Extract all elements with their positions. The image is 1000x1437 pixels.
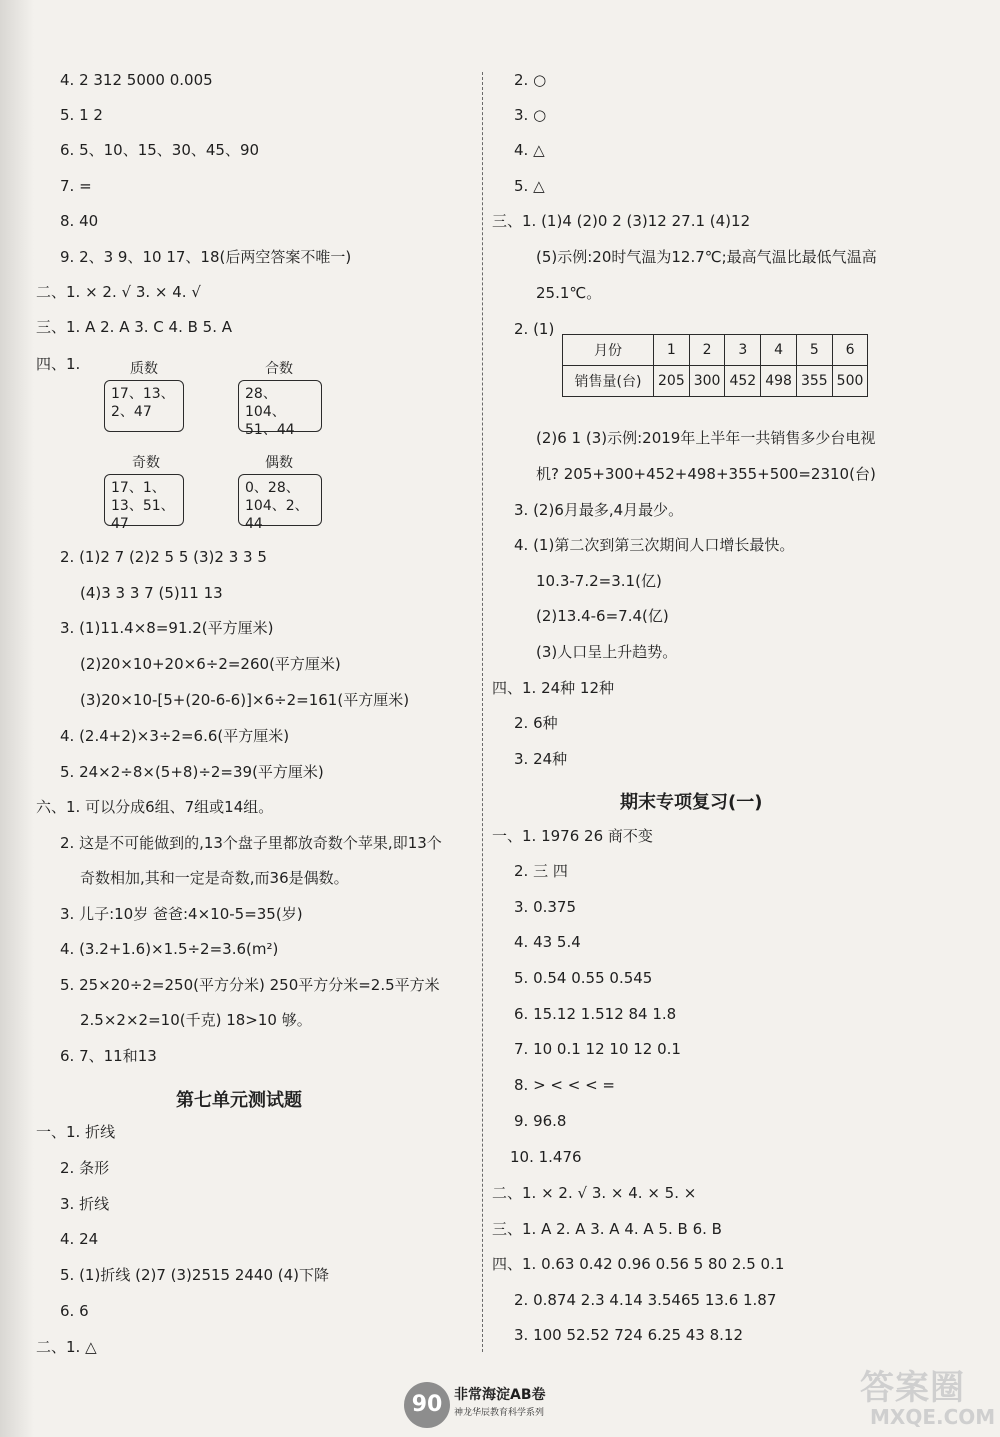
answer-line: 2. 三 四 bbox=[514, 862, 568, 880]
answer-line: 3. 24种 bbox=[514, 750, 568, 768]
section-title: 第七单元测试题 bbox=[176, 1090, 302, 1111]
table-cell: 4 bbox=[761, 335, 797, 366]
answer-line: 3. (2)6月最多,4月最少。 bbox=[514, 501, 684, 519]
table-header-cell: 销售量(台) bbox=[563, 366, 654, 397]
answer-line: 二、1. × 2. √ 3. × 4. √ bbox=[36, 283, 201, 301]
answer-line: (2)6 1 (3)示例:2019年上半年一共销售多少台电视 bbox=[536, 429, 876, 447]
answer-line: 4. (2.4+2)×3÷2=6.6(平方厘米) bbox=[60, 727, 290, 745]
answer-line: 8. 40 bbox=[60, 212, 99, 230]
column-divider bbox=[482, 72, 483, 1352]
answer-line: 三、1. A 2. A 3. C 4. B 5. A bbox=[36, 318, 233, 336]
answer-line: 5. 25×20÷2=250(平方分米) 250平方分米=2.5平方米 bbox=[60, 976, 440, 994]
answer-line: 3. 0.375 bbox=[514, 898, 577, 916]
answer-line: 10. 1.476 bbox=[510, 1148, 582, 1166]
answer-line: 奇数相加,其和一定是奇数,而36是偶数。 bbox=[80, 869, 349, 887]
answer-line: 6. 7、11和13 bbox=[60, 1047, 157, 1065]
answer-line: (3)人口呈上升趋势。 bbox=[536, 643, 678, 661]
answer-line: 4. 2 312 5000 0.005 bbox=[60, 71, 213, 89]
answer-line: 一、1. 折线 bbox=[36, 1123, 116, 1141]
answer-line: 2. 6种 bbox=[514, 714, 558, 732]
answer-line: 四、1. 24种 12种 bbox=[492, 679, 615, 697]
sales-table bbox=[562, 334, 868, 397]
table-header-cell: 月份 bbox=[563, 335, 654, 366]
answer-line: 10.3-7.2=3.1(亿) bbox=[536, 572, 662, 590]
composite-set-label: 合数 bbox=[265, 361, 293, 377]
answer-line: 3. 折线 bbox=[60, 1195, 110, 1213]
table-row bbox=[563, 335, 868, 366]
watermark-logo: 答案圈 bbox=[860, 1368, 965, 1408]
even-set-label: 偶数 bbox=[265, 455, 293, 471]
answer-line: (4)3 3 3 7 (5)11 13 bbox=[80, 584, 223, 602]
answer-line: 7. = bbox=[60, 177, 92, 195]
answer-line: 9. 96.8 bbox=[514, 1112, 567, 1130]
answer-line: 4. 24 bbox=[60, 1230, 99, 1248]
answer-line: 2. (1)2 7 (2)2 5 5 (3)2 3 3 5 bbox=[60, 548, 267, 566]
answer-line: 四、1. bbox=[36, 355, 81, 373]
table-cell: 1 bbox=[654, 335, 690, 366]
table-cell: 498 bbox=[761, 366, 797, 397]
prime-set-box: 17、13、2、47 bbox=[104, 380, 184, 432]
answer-line: 4. △ bbox=[514, 141, 545, 159]
answer-line: 机? 205+300+452+498+355+500=2310(台) bbox=[536, 465, 876, 483]
answer-line: 2. 这是不可能做到的,13个盘子里都放奇数个苹果,即13个 bbox=[60, 834, 442, 852]
answer-line: 6. 15.12 1.512 84 1.8 bbox=[514, 1005, 677, 1023]
table-cell: 3 bbox=[725, 335, 761, 366]
prime-set-label: 质数 bbox=[130, 361, 158, 377]
answer-line: (3)20×10-[5+(20-6-6)]×6÷2=161(平方厘米) bbox=[80, 691, 410, 709]
table-cell: 2 bbox=[689, 335, 725, 366]
answer-line: 5. 1 2 bbox=[60, 106, 103, 124]
answer-line: 3. 儿子:10岁 爸爸:4×10-5=35(岁) bbox=[60, 905, 303, 923]
answer-line: 二、1. × 2. √ 3. × 4. × 5. × bbox=[492, 1184, 697, 1202]
answer-line: 5. 0.54 0.55 0.545 bbox=[514, 969, 653, 987]
composite-set-box: 28、104、51、44 bbox=[238, 380, 322, 432]
answer-line: (2)20×10+20×6÷2=260(平方厘米) bbox=[80, 655, 341, 673]
binding-shadow bbox=[0, 0, 34, 1437]
answer-line: 6. 5、10、15、30、45、90 bbox=[60, 141, 260, 159]
answer-line: 四、1. 0.63 0.42 0.96 0.56 5 80 2.5 0.1 bbox=[492, 1255, 785, 1273]
answer-line: 2.5×2×2=10(千克) 18>10 够。 bbox=[80, 1011, 312, 1029]
answer-line: 3. 100 52.52 724 6.25 43 8.12 bbox=[514, 1326, 744, 1344]
answer-line: 6. 6 bbox=[60, 1302, 89, 1320]
answer-line: 一、1. 1976 26 商不变 bbox=[492, 827, 653, 845]
answer-line: 三、1. (1)4 (2)0 2 (3)12 27.1 (4)12 bbox=[492, 212, 751, 230]
answer-line: 3. (1)11.4×8=91.2(平方厘米) bbox=[60, 619, 274, 637]
answer-line: 2. 0.874 2.3 4.14 3.5465 13.6 1.87 bbox=[514, 1291, 777, 1309]
answer-line: 2. ○ bbox=[514, 71, 547, 89]
answer-line: 5. △ bbox=[514, 177, 545, 195]
answer-line: 5. (1)折线 (2)7 (3)2515 2440 (4)下降 bbox=[60, 1266, 330, 1284]
answer-line: 4. 43 5.4 bbox=[514, 933, 581, 951]
answer-line: 六、1. 可以分成6组、7组或14组。 bbox=[36, 798, 274, 816]
table-row bbox=[563, 366, 868, 397]
answer-line: 4. (3.2+1.6)×1.5÷2=3.6(m²) bbox=[60, 940, 279, 958]
table-cell: 355 bbox=[796, 366, 832, 397]
odd-set-label: 奇数 bbox=[132, 455, 160, 471]
table-cell: 300 bbox=[689, 366, 725, 397]
table-cell: 5 bbox=[796, 335, 832, 366]
answer-line: 4. (1)第二次到第三次期间人口增长最快。 bbox=[514, 536, 795, 554]
table-cell: 205 bbox=[654, 366, 690, 397]
table-cell: 452 bbox=[725, 366, 761, 397]
answer-line: 8. > < < < = bbox=[514, 1076, 615, 1094]
brand-subtitle: 神龙华辰教育科学系列 bbox=[454, 1408, 545, 1418]
table-cell: 500 bbox=[832, 366, 868, 397]
odd-set-box: 17、1、13、51、47 bbox=[104, 474, 184, 526]
answer-line: 二、1. △ bbox=[36, 1338, 97, 1356]
answer-line: (2)13.4-6=7.4(亿) bbox=[536, 607, 669, 625]
even-set-box: 0、28、104、2、44 bbox=[238, 474, 322, 526]
answer-line: 9. 2、3 9、10 17、18(后两空答案不唯一) bbox=[60, 248, 352, 266]
answer-line: 3. ○ bbox=[514, 106, 547, 124]
watermark-url: MXQE.COM bbox=[870, 1405, 996, 1429]
answer-line: 三、1. A 2. A 3. A 4. A 5. B 6. B bbox=[492, 1220, 722, 1238]
answer-line: 7. 10 0.1 12 10 12 0.1 bbox=[514, 1040, 681, 1058]
answer-line: 25.1℃。 bbox=[536, 284, 602, 302]
brand-title: 非常海淀AB卷 bbox=[454, 1387, 546, 1403]
table-cell: 6 bbox=[832, 335, 868, 366]
answer-line: 5. 24×2÷8×(5+8)÷2=39(平方厘米) bbox=[60, 763, 324, 781]
answer-line: 2. 条形 bbox=[60, 1159, 110, 1177]
answer-line: 2. (1) bbox=[514, 320, 555, 338]
page-number: 90 bbox=[404, 1382, 450, 1428]
section-title: 期末专项复习(一) bbox=[620, 792, 763, 813]
answer-line: (5)示例:20时气温为12.7℃;最高气温比最低气温高 bbox=[536, 248, 877, 266]
